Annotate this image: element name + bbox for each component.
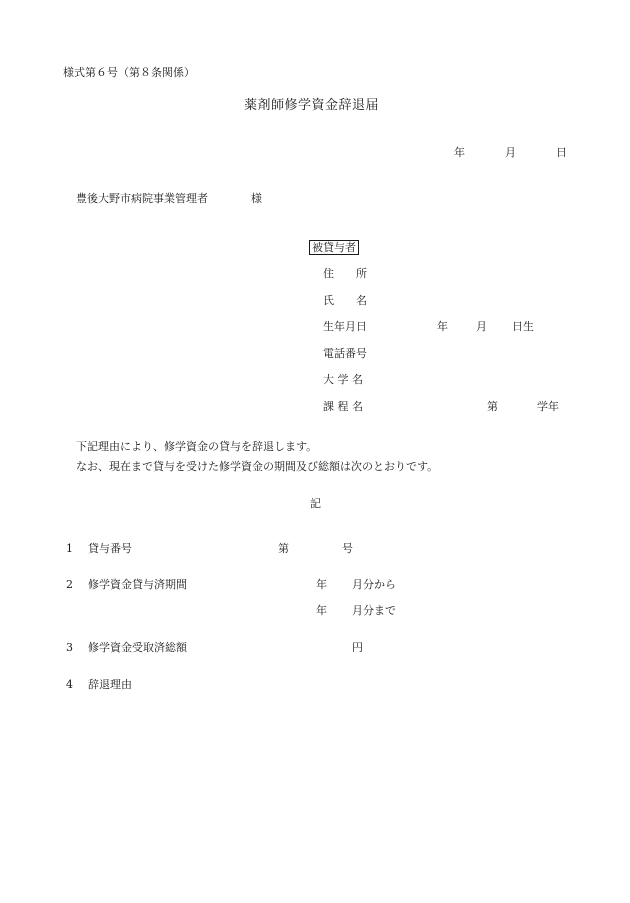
total-amount-unit: 円 — [352, 641, 363, 654]
borrower-heading: 被貸与者 — [309, 240, 359, 255]
grade-prefix: 第 — [487, 400, 498, 413]
ki-heading: 記 — [310, 497, 321, 510]
birth-day-unit: 日生 — [512, 320, 534, 333]
period-to-month: 月分まで — [352, 604, 396, 617]
loan-number-prefix: 第 — [278, 542, 289, 555]
birth-month-unit: 月 — [476, 320, 487, 333]
date-year: 年 — [454, 146, 465, 159]
item-label: 修学資金受取済総額 — [88, 641, 187, 654]
statement-line-1: 下記理由により、修学資金の貸与を辞退します。 — [76, 440, 318, 453]
date-day: 日 — [556, 146, 567, 159]
name-label: 氏 名 — [323, 294, 367, 307]
grade-suffix: 学年 — [537, 400, 559, 413]
item-label: 修学資金貸与済期間 — [88, 578, 187, 591]
birthdate-label: 生年月日 — [323, 320, 367, 333]
university-label: 大 学 名 — [323, 373, 363, 386]
item-label: 貸与番号 — [88, 542, 132, 555]
item-number: 3 — [66, 641, 73, 654]
date-month: 月 — [505, 146, 516, 159]
item-number: 2 — [66, 578, 73, 591]
form-number: 様式第６号（第８条関係） — [63, 66, 195, 79]
phone-label: 電話番号 — [323, 347, 367, 360]
address-label: 住 所 — [323, 267, 367, 280]
loan-number-suffix: 号 — [342, 542, 353, 555]
addressee-honorific: 様 — [251, 192, 262, 205]
period-from-month: 月分から — [352, 578, 396, 591]
period-from-year: 年 — [316, 578, 327, 591]
birth-year-unit: 年 — [437, 320, 448, 333]
addressee-name: 豊後大野市病院事業管理者 — [76, 192, 208, 205]
item-label: 辞退理由 — [88, 678, 132, 691]
course-label: 課 程 名 — [323, 400, 363, 413]
period-to-year: 年 — [316, 604, 327, 617]
document-title: 薬剤師修学資金辞退届 — [244, 98, 380, 113]
statement-line-2: なお、現在まで貸与を受けた修学資金の期間及び総額は次のとおりです。 — [76, 460, 439, 473]
item-number: 1 — [66, 542, 73, 555]
item-number: 4 — [66, 678, 73, 691]
